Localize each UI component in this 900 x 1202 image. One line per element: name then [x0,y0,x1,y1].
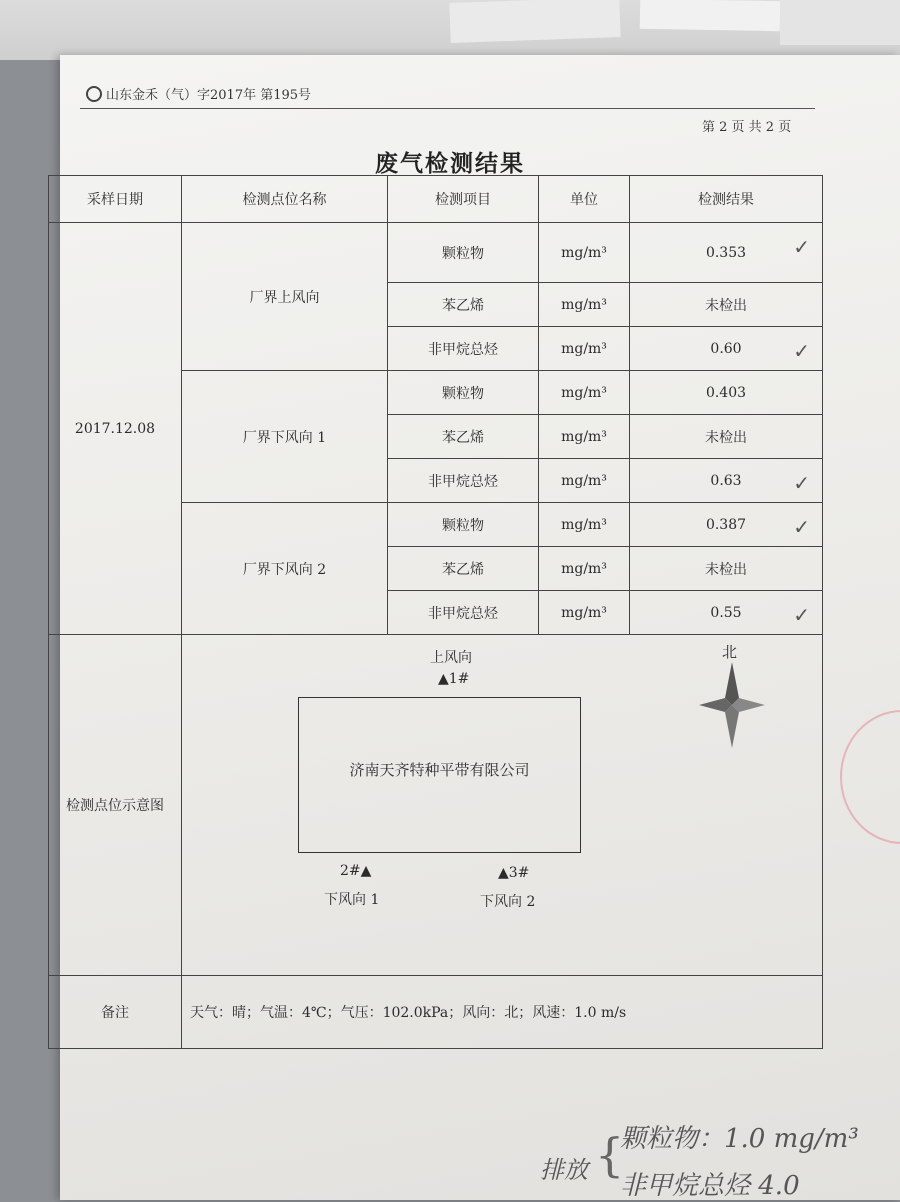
page-info: 第 2 页 共 2 页 [702,120,792,135]
remark-text: 天气：晴；气温：4℃；气压：102.0kPa；风向：北；风速：1.0 m/s [182,976,823,1049]
table-header-row [49,176,823,223]
background-paper-2 [640,0,781,31]
result-value: 0.60 [710,340,742,357]
item-cell: 非甲烷总烃 [388,591,539,635]
col-header-result: 检测结果 [630,176,823,223]
result-value: 0.387 [705,516,747,533]
background-papers [0,0,900,60]
page-title: 废气检测结果 [375,150,525,177]
item-cell: 苯乙烯 [388,547,539,591]
sample-date: 2017.12.08 [49,223,182,635]
item-cell: 颗粒物 [388,371,539,415]
checkmark-icon: ✓ [793,339,810,363]
point-3-marker: ▲3# [498,865,530,881]
result-cell: 未检出 [630,547,823,591]
site-diagram [182,635,822,975]
item-cell: 颗粒物 [388,223,539,283]
location-cell: 厂界下风向 1 [182,371,388,503]
col-header-location: 检测点位名称 [182,176,388,223]
brace-icon: { [595,1128,625,1182]
unit-cell: mg/m³ [539,283,630,327]
header-divider [80,108,815,109]
remark-row [49,976,823,1049]
checkmark-icon: ✓ [793,471,810,495]
unit-cell: mg/m³ [539,503,630,547]
col-header-date: 采样日期 [49,176,182,223]
unit-cell: mg/m³ [539,459,630,503]
background-paper-1 [449,0,620,43]
result-cell [630,503,823,547]
factory-outline [298,697,581,853]
handwritten-notes [540,1110,900,1200]
diagram-row [49,635,823,976]
checkmark-icon: ✓ [793,515,810,539]
unit-cell: mg/m³ [539,327,630,371]
company-logo-icon [86,86,102,102]
item-cell: 非甲烷总烃 [388,459,539,503]
result-cell [630,591,823,635]
unit-cell: mg/m³ [539,591,630,635]
result-cell [630,223,823,283]
unit-cell: mg/m³ [539,415,630,459]
result-value: 0.55 [710,604,742,621]
checkmark-icon: ✓ [793,235,810,259]
location-cell: 厂界上风向 [182,223,388,371]
result-value: 0.353 [705,244,747,261]
col-header-item: 检测项目 [388,176,539,223]
results-table [48,175,823,1049]
downwind-2-label: 下风向 2 [480,894,536,910]
unit-cell: mg/m³ [539,547,630,591]
item-cell: 苯乙烯 [388,415,539,459]
item-cell: 非甲烷总烃 [388,327,539,371]
handwritten-signature: 排放 [540,1156,588,1184]
background-paper-3 [780,0,900,45]
result-cell [630,459,823,503]
doc-number [86,84,311,103]
checkmark-icon: ✓ [793,603,810,627]
col-header-unit: 单位 [539,176,630,223]
point-1-marker: ▲1# [438,671,470,687]
table-row [49,223,823,283]
upwind-label: 上风向 [430,650,472,666]
remark-label: 备注 [49,976,182,1049]
result-value: 0.63 [710,472,742,489]
unit-cell: mg/m³ [539,371,630,415]
result-cell: 0.403 [630,371,823,415]
result-cell [630,327,823,371]
diagram-label: 检测点位示意图 [49,635,182,976]
handwritten-line-1: 颗粒物：1.0 mg/m³ [620,1124,859,1154]
location-cell: 厂界下风向 2 [182,503,388,635]
unit-cell: mg/m³ [539,223,630,283]
company-name: 济南天齐特种平带有限公司 [349,760,530,779]
compass-icon [697,660,767,750]
diagram-cell [182,635,823,976]
handwritten-line-2: 非甲烷总烃 4.0 [620,1171,800,1201]
doc-number-text: 山东金禾（气）字2017年 第195号 [106,88,312,103]
north-label: 北 [722,643,738,661]
downwind-1-label: 下风向 1 [324,892,380,908]
item-cell: 苯乙烯 [388,283,539,327]
result-cell: 未检出 [630,283,823,327]
item-cell: 颗粒物 [388,503,539,547]
result-cell: 未检出 [630,415,823,459]
point-2-marker: 2#▲ [340,863,372,879]
